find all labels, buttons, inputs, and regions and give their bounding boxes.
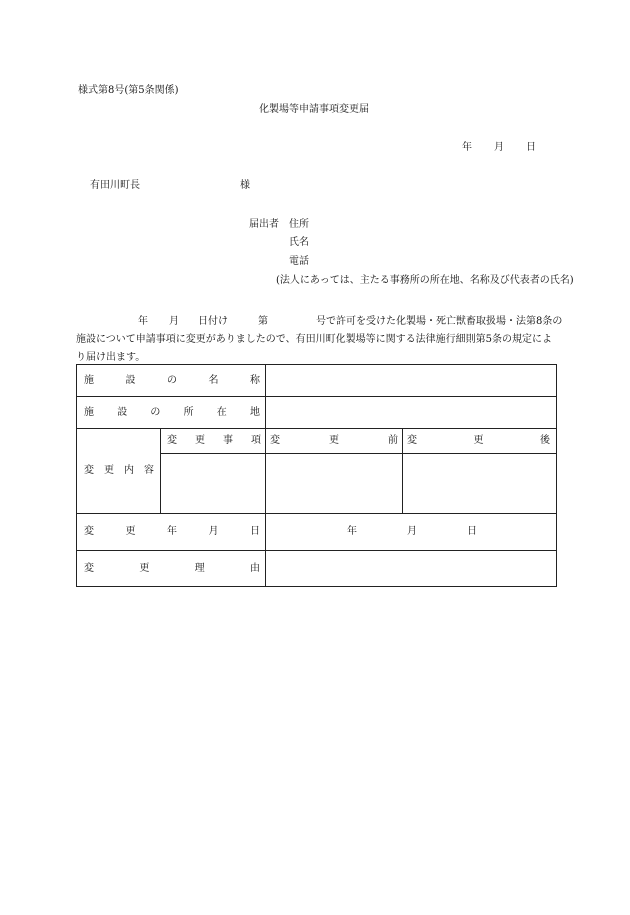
change-date-day: 日 [467,526,477,537]
change-date-field[interactable] [347,526,477,538]
change-reason-label: 変 更 理 由 [84,563,260,574]
notifier-name-label: 氏名 [289,237,309,248]
facility-name-label: 施 設 の 名 称 [84,375,260,386]
body-line-1-text: 号で許可を受けた化製場・死亡獣畜取扱場・法第8条の [316,316,563,327]
facility-location-label: 施 設 の 所 在 地 [84,407,260,418]
body-line-3-text: り届け出ます。 [76,352,146,363]
change-item-field[interactable] [161,454,265,513]
form-number: 様式第8号(第5条関係) [78,85,179,96]
change-reason-field[interactable] [266,551,556,586]
before-change-field[interactable] [266,454,402,513]
body-line-1 [76,313,563,331]
addressee-honorific: 様 [240,180,250,191]
date-year-label: 年 [462,142,472,153]
body-number-prefix: 第 [258,316,268,327]
body-month-label: 月 [169,316,179,327]
change-content-label: 変 更 内 容 [84,465,154,476]
notifier-phone-label: 電話 [289,256,309,267]
facility-name-field[interactable] [266,365,556,396]
body-year-label: 年 [138,316,148,327]
table-divider [77,428,556,429]
before-change-label: 変 更 前 [270,435,398,446]
notification-body [76,313,563,367]
change-item-label: 変 更 事 項 [167,435,261,446]
body-line-2-text: 施設について申請事項に変更がありましたので、有田川町化製場等に関する法律施行細則第5条の規定によ [76,334,552,345]
submission-date [462,142,536,154]
notifier-address-label: 住所 [289,219,309,230]
change-date-label: 変 更 年 月 日 [84,526,260,537]
date-day-label: 日 [526,142,536,153]
change-date-year: 年 [347,526,357,537]
notifier-label: 届出者 [249,219,279,230]
addressee-name: 有田川町長 [90,180,140,191]
change-date-month: 月 [407,526,417,537]
table-divider [77,513,556,514]
form-title: 化製場等申請事項変更届 [259,104,369,115]
corporation-note: (法人にあっては、主たる事務所の所在地、名称及び代表者の氏名) [276,275,574,286]
body-line-2 [76,331,558,349]
change-details-table [76,364,557,587]
facility-location-field[interactable] [266,397,556,428]
after-change-label: 変 更 後 [407,435,550,446]
body-day-label: 日付け [198,316,228,327]
after-change-field[interactable] [403,454,556,513]
date-month-label: 月 [494,142,504,153]
